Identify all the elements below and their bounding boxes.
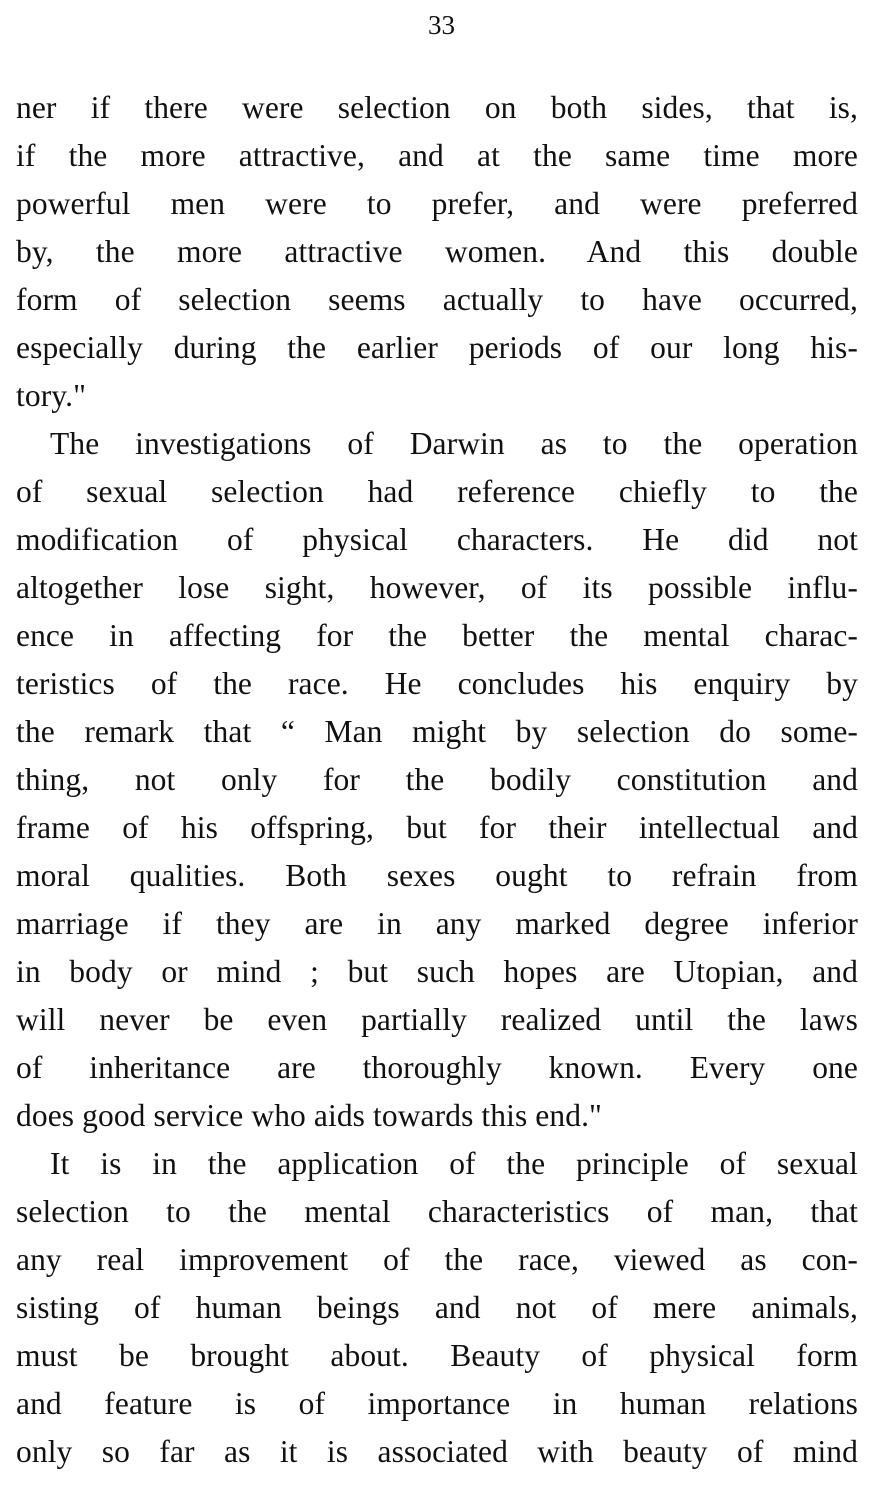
text-line: will never be even partially realized until the laws <box>16 1002 858 1037</box>
text-line: ence in affecting for the better the mental charac- <box>16 618 858 653</box>
text-line: the remark that “ Man might by selection do some- <box>16 714 858 749</box>
text-line: and feature is of importance in human relations <box>16 1386 858 1421</box>
text-line: especially during the earlier periods of our long his- <box>16 330 858 365</box>
paragraph-1 <box>16 84 858 420</box>
text-line: modification of physical characters. He did not <box>16 522 858 557</box>
text-line: thing, not only for the bodily constitution and <box>16 762 858 797</box>
text-line: The investigations of Darwin as to the operation <box>50 426 858 461</box>
text-line: by, the more attractive women. And this double <box>16 234 858 269</box>
paragraph-2 <box>16 420 858 1140</box>
text-line: ner if there were selection on both sides, that is, <box>16 90 858 125</box>
text-line: powerful men were to prefer, and were preferred <box>16 186 858 221</box>
text-line: teristics of the race. He concludes his enquiry by <box>16 666 858 701</box>
text-line: of inheritance are thoroughly known. Every one <box>16 1050 858 1085</box>
text-line: must be brought about. Beauty of physical form <box>16 1338 858 1373</box>
text-line: frame of his offspring, but for their intellectual and <box>16 810 858 845</box>
text-line: form of selection seems actually to have occurred, <box>16 282 858 317</box>
body-text <box>16 84 858 1476</box>
page-number: 33 <box>428 10 455 40</box>
paragraph-3 <box>16 1140 858 1476</box>
text-line: selection to the mental characteristics of man, that <box>16 1194 858 1229</box>
text-line: sisting of human beings and not of mere animals, <box>16 1290 858 1325</box>
text-line: marriage if they are in any marked degree inferior <box>16 906 858 941</box>
text-line: It is in the application of the principle of sexual <box>50 1146 858 1181</box>
text-line: any real improvement of the race, viewed as con- <box>16 1242 858 1277</box>
text-line: moral qualities. Both sexes ought to refrain from <box>16 858 858 893</box>
text-line: does good service who aids towards this end." <box>16 1098 603 1133</box>
text-line: tory." <box>16 378 87 413</box>
text-line: altogether lose sight, however, of its possible influ- <box>16 570 858 605</box>
text-line: in body or mind ; but such hopes are Utopian, and <box>16 954 858 989</box>
text-line: of sexual selection had reference chiefly to the <box>16 474 858 509</box>
text-line: only so far as it is associated with beauty of mind <box>16 1434 858 1469</box>
text-line: if the more attractive, and at the same time more <box>16 138 858 173</box>
